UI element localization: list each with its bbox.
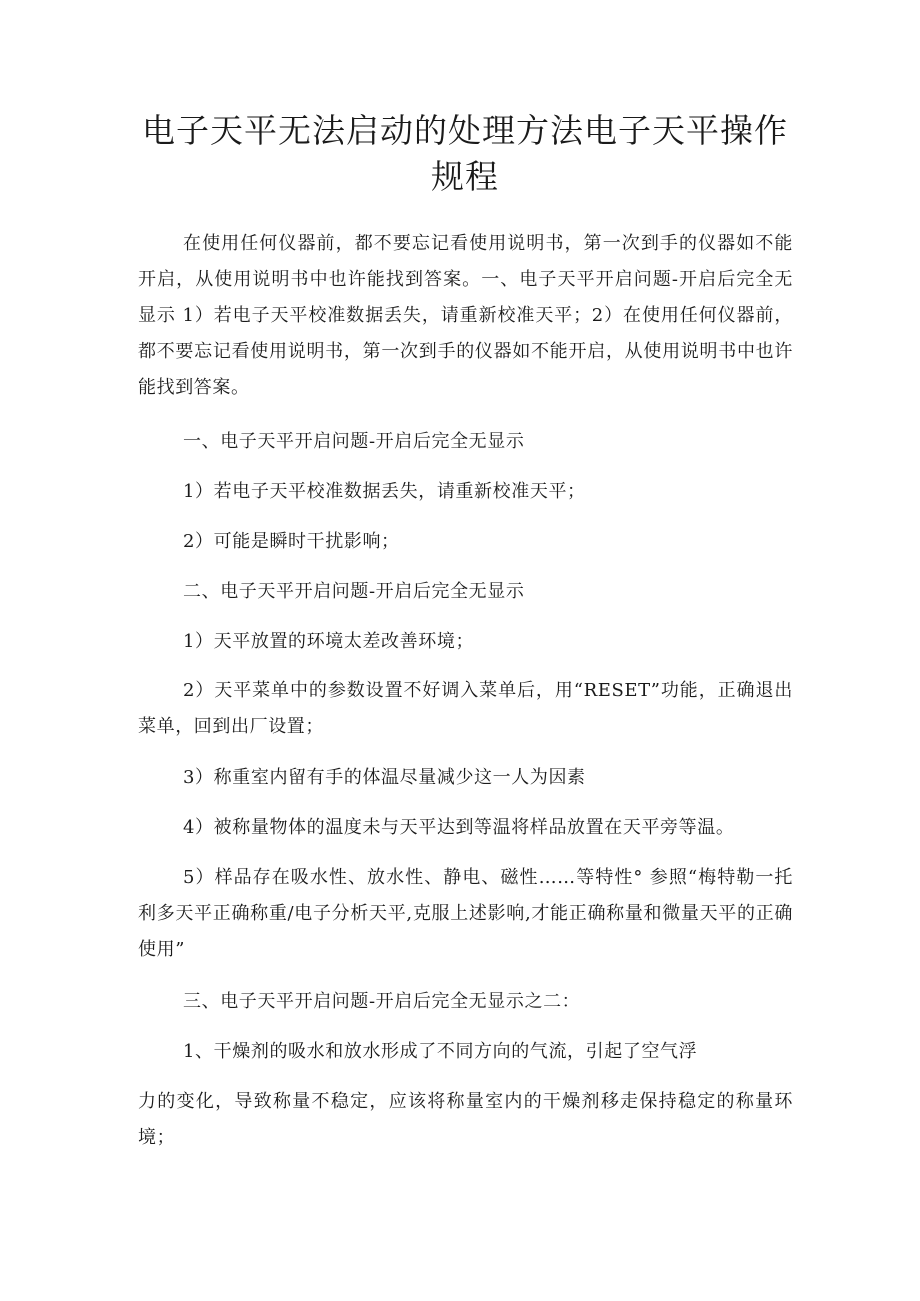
list-item: 1）若电子天平校准数据丢失，请重新校准天平；	[183, 481, 586, 502]
section-heading-3: 三、电子天平开启问题-开启后完全无显示之二：	[183, 991, 581, 1012]
section-heading-1: 一、电子天平开启问题-开启后完全无显示	[183, 431, 525, 452]
list-item: 4）被称量物体的温度未与天平达到等温将样品放置在天平旁等温。	[183, 817, 735, 838]
section-heading-2: 二、电子天平开启问题-开启后完全无显示	[183, 581, 525, 602]
list-item: 2）可能是瞬时干扰影响；	[183, 531, 400, 552]
list-item: 1、干燥剂的吸水和放水形成了不同方向的气流，引起了空气浮	[183, 1041, 698, 1062]
document-title: 电子天平无法启动的处理方法电子天平操作规程	[142, 111, 788, 196]
list-item-continuation: 力的变化，导致称量不稳定，应该将称量室内的干燥剂移走保持稳定的称量环境；	[138, 1091, 793, 1148]
list-item: 5）样品存在吸水性、放水性、静电、磁性……等特性° 参照“梅特勒一托利多天平正确称重/电子分析天平,克服上述影响,才能正确称量和微量天平的正确使用”	[138, 867, 793, 960]
list-item: 1）天平放置的环境太差改善环境；	[183, 631, 475, 652]
list-item: 3）称重室内留有手的体温尽量减少这一人为因素	[183, 767, 586, 788]
intro-paragraph: 在使用任何仪器前，都不要忘记看使用说明书，第一次到手的仪器如不能开启，从使用说明书中也许能找到答案。一、电子天平开启问题-开启后完全无显示 1）若电子天平校准数据丢失，请重新校准天平；2）在使用任何仪器前，都不要忘记看使用说明书，第一次到手的仪器如不能开启，从使用说明书中也许能找到答案。	[138, 233, 793, 398]
list-item: 2）天平菜单中的参数设置不好调入菜单后，用“RESET”功能，正确退出菜单，回到出厂设置；	[138, 680, 793, 737]
